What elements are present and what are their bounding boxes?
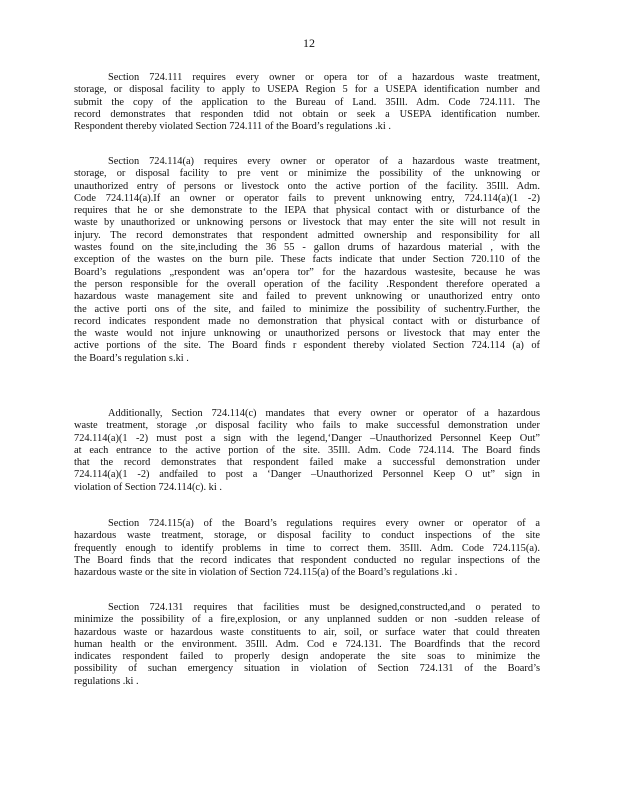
text-line: storage, or disposal facility to apply to USEPA Region 5 for a USEPA identification number and (74, 84, 540, 96)
text-line: frequently enough to identify problems in time to correct them. 35Ill. Adm. Code 724.115(a). (74, 542, 540, 554)
text-line: The Board finds that the record indicates that respondent conducted no regular inspections of the (74, 554, 540, 566)
text-line: the person responsible for the overall operation of the facility .Respondent therefore operated a (74, 278, 540, 290)
text-line: requires that he or she demonstrate to the IEPA that physical contact with or disturbance of the (74, 205, 540, 217)
text-line: hazardous waste or hazardous waste constituents to air, soil, or surface water that could threaten (74, 626, 540, 638)
text-line: Section 724.114(a) requires every owner or operator of a hazardous waste treatment, (108, 156, 540, 167)
text-line: regulations .ki . (74, 675, 139, 687)
text-line: exception of the wastes on the burn pile. These facts indicate that under Section 720.110 of the (74, 254, 540, 266)
text-line: human health or the environment. 35Ill. Adm. Cod e 724.131. The Boardfinds that the record (74, 638, 540, 650)
paragraph-724-114c (74, 408, 540, 494)
text-line: that the record demonstrates that respondent failed make a successful demonstration under (74, 457, 540, 469)
text-line: hazardous waste treatment, storage, or disposal facility to conduct inspections of the site (74, 530, 540, 542)
paragraph-724-115a (74, 518, 540, 579)
text-line: Respondent thereby violated Section 724.111 of the Board’s regulations .ki . (74, 121, 391, 133)
text-line: possibility of suchan emergency situation in violation of Section 724.131 of the Board’s (74, 663, 540, 675)
text-line: record indicates respondent made no demonstration that physical contact with or disturbance of (74, 315, 540, 327)
text-line: the active porti ons of the site, and failed to minimize the possibility of suchentry.Further, the (74, 303, 540, 315)
text-line: waste treatment, storage ,or disposal facility who fails to make successful demonstration under (74, 420, 540, 432)
text-line: the Board’s regulation s.ki . (74, 352, 189, 364)
text-line: Code 724.114(a).If an owner or operator fails to prevent unknowing entry, 724.114(a)(1 -2) (74, 192, 540, 204)
text-line: active portions of the site. The Board finds r espondent thereby violated Section 724.114 (a) of (74, 340, 540, 352)
text-line: 724.114(a)(1 -2) must post a sign with the legend,‘Danger –Unauthorized Personnel Keep Out” (74, 432, 540, 444)
text-line: at each entrance to the active portion of the site. 35Ill. Adm. Code 724.114. The Board finds (74, 444, 540, 456)
text-line: Section 724.111 requires every owner or opera tor of a hazardous waste treatment, (108, 72, 540, 83)
text-line: minimize the possibility of a fire,explosion, or any unplanned sudden or non -sudden release of (74, 614, 540, 626)
text-line: hazardous waste or the site in violation of Section 724.115(a) of the Board’s regulations .ki . (74, 567, 458, 579)
page-number: 12 (303, 36, 315, 50)
text-line: Board’s regulations „respondent was an‘opera tor” for the hazardous wastesite, because he was (74, 266, 540, 278)
text-line: wastes found on the site,including the 36 55 - gallon drums of hazardous material , with the (74, 242, 540, 254)
text-line: hazardous waste management site and failed to prevent unknowing or unauthorized entry onto (74, 291, 540, 303)
paragraph-724-114a (74, 156, 540, 365)
text-line: Additionally, Section 724.114(c) mandates that every owner or operator of a hazardous (108, 408, 540, 419)
text-line: injury. The record demonstrates that respondent admitted ownership and responsibility for all (74, 229, 540, 241)
text-line: storage, or disposal facility to pre vent or minimize the possibility of the unknowing or (74, 168, 540, 180)
text-line: the waste would not injure unknowing or unauthorized persons or livestock that may enter the (74, 328, 540, 340)
text-line: 724.114(a)(1 -2) andfailed to post a ‘Danger –Unauthorized Personnel Keep O ut” sign in (74, 469, 540, 481)
paragraph-724-131 (74, 602, 540, 688)
text-line: indicates respondent failed to properly design andoperate the site soas to minimize the (74, 651, 540, 663)
text-line: violation of Section 724.114(c). ki . (74, 481, 222, 493)
text-line: Section 724.115(a) of the Board’s regulations requires every owner or operator of a (108, 518, 540, 529)
text-line: Section 724.131 requires that facilities must be designed,constructed,and o perated to (108, 602, 540, 613)
text-line: submit the copy of the application to the Bureau of Land. 35Ill. Adm. Code 724.111. The (74, 96, 540, 108)
text-line: unauthorized entry of persons or livestock onto the active portion of the facility. 35Ill. Adm. (74, 180, 540, 192)
text-line: record demonstrates that responden tdid not obtain or seek a USEPA identification number. (74, 108, 540, 120)
text-line: waste by unauthorized or unknowing persons or livestock that may enter the site will not result in (74, 217, 540, 229)
paragraph-724-111 (74, 72, 540, 133)
